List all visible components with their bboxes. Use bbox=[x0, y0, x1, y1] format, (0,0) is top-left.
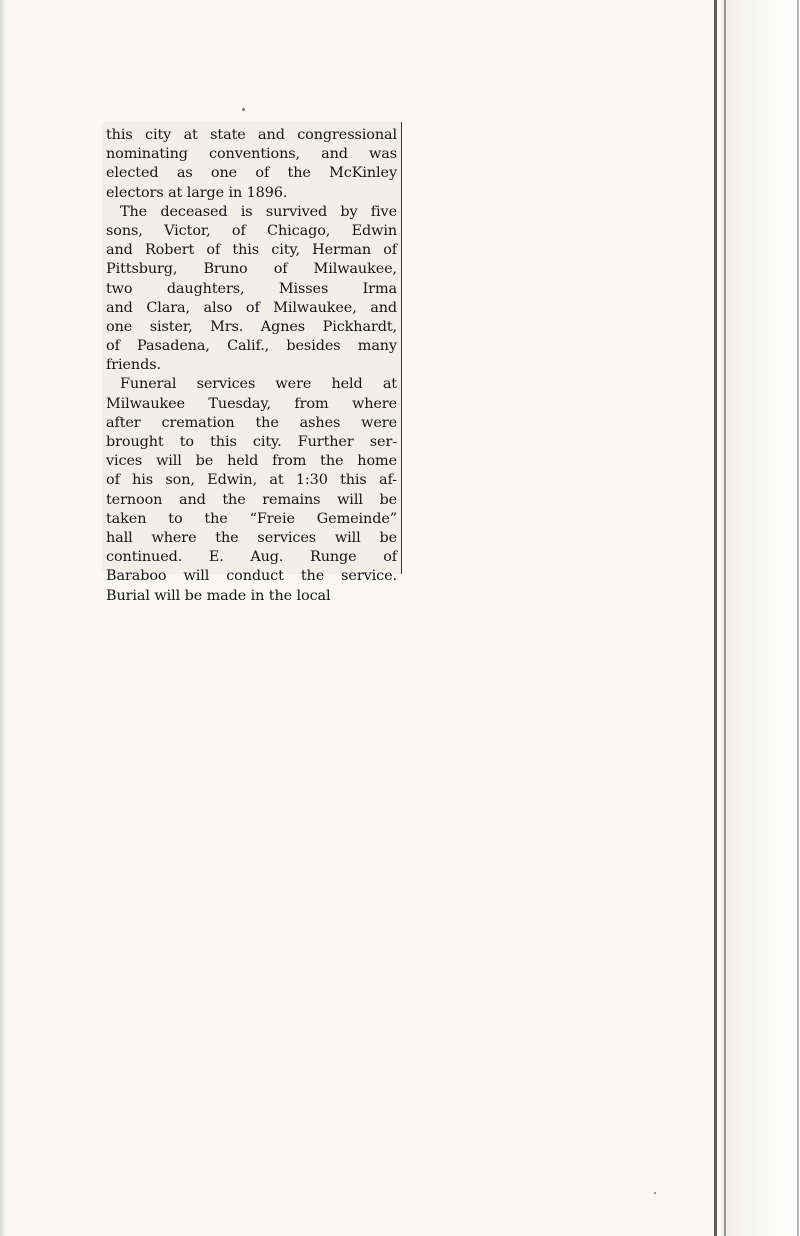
text-line: and Clara, also of Milwaukee, and bbox=[106, 299, 397, 316]
obituary-paragraph bbox=[106, 203, 397, 376]
page-fold-line bbox=[714, 0, 717, 1236]
obituary-column bbox=[106, 126, 397, 606]
text-line: taken to the “Freie Gemeinde” bbox=[106, 510, 397, 527]
newspaper-clipping bbox=[102, 122, 402, 604]
text-line: The deceased is survived by five bbox=[120, 203, 397, 220]
text-line: one sister, Mrs. Agnes Pickhardt, bbox=[106, 318, 397, 335]
text-line: Pittsburg, Bruno of Milwaukee, bbox=[106, 261, 397, 278]
text-line: vices will be held from the home bbox=[106, 453, 397, 470]
text-line: after cremation the ashes were bbox=[106, 414, 397, 431]
text-line: continued. E. Aug. Runge of bbox=[106, 549, 397, 566]
dust-speck bbox=[654, 1192, 656, 1194]
text-line: this city at state and congressional bbox=[106, 127, 397, 143]
text-line: elected as one of the McKinley bbox=[106, 165, 397, 182]
obituary-paragraph bbox=[106, 126, 397, 203]
page-right-margin bbox=[722, 0, 800, 1236]
text-line: friends. bbox=[106, 357, 161, 374]
text-line: Funeral services were held at bbox=[120, 376, 397, 393]
text-line: sons, Victor, of Chicago, Edwin bbox=[106, 222, 397, 239]
text-line: ternoon and the remains will be bbox=[106, 491, 397, 508]
text-line: two daughters, Misses Irma bbox=[106, 280, 397, 297]
obituary-paragraph bbox=[106, 375, 397, 605]
text-line: hall where the services will be bbox=[106, 529, 397, 546]
text-line: and Robert of this city, Herman of bbox=[106, 242, 397, 259]
scan-border-line bbox=[797, 0, 799, 1236]
text-line: of Pasadena, Calif., besides many bbox=[106, 338, 397, 355]
text-line: Milwaukee Tuesday, from where bbox=[106, 395, 397, 412]
text-line: brought to this city. Further ser- bbox=[106, 434, 397, 450]
text-line: Baraboo will conduct the service. bbox=[106, 568, 397, 585]
page-edge-line bbox=[724, 0, 726, 1236]
text-line: Burial will be made in the local bbox=[106, 587, 331, 604]
text-line: nominating conventions, and was bbox=[106, 146, 397, 163]
text-line: electors at large in 1896. bbox=[106, 184, 288, 201]
text-line: of his son, Edwin, at 1:30 this af- bbox=[106, 472, 397, 489]
dust-speck bbox=[242, 108, 245, 111]
page-left-edge-shadow bbox=[0, 0, 6, 1236]
